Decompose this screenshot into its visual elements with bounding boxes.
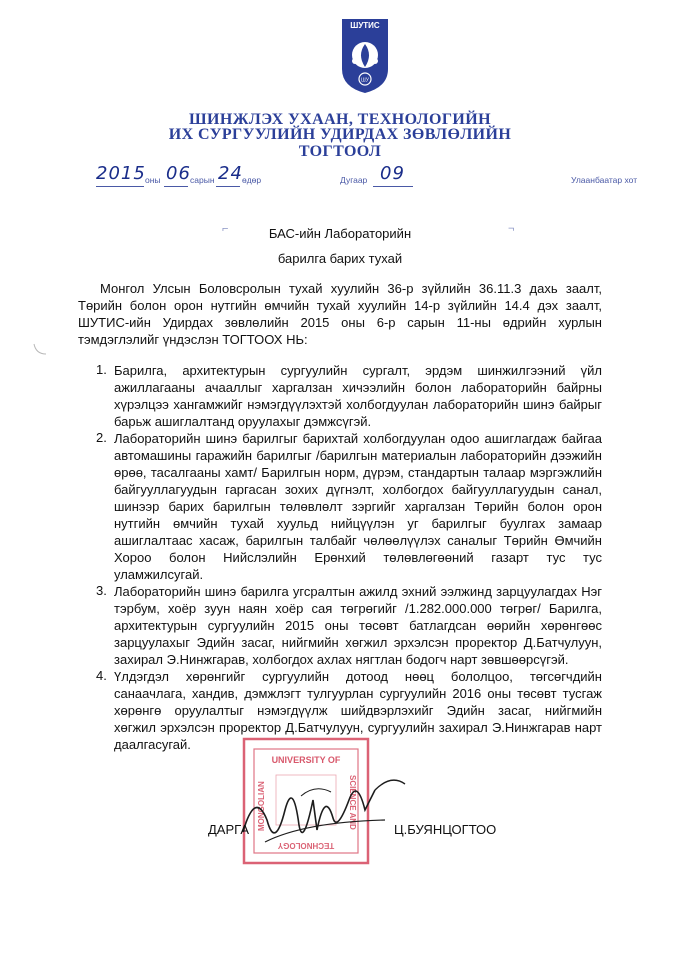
item-line: зарцуулахыг Эдийн засаг, нийгмийн хөгжил эрхэлсэн проректор Д.Батчулуун,	[114, 635, 602, 650]
item-number: 1.	[96, 362, 107, 377]
list-item	[78, 430, 602, 583]
item-line: захирал Э.Нинжгарав, холбогдох ахлах нягтлан бодогч нарт зөвшөөрсүгэй.	[114, 652, 569, 667]
year-suffix: оны	[145, 175, 161, 185]
title-line-1: БАС-ийн Лабораторийн	[268, 226, 412, 241]
item-line: Лабораторийн шинэ барилгыг барихтай холбогдуулан одоо ашиглагдаж байгаа	[114, 431, 602, 446]
header-line-1: ШИНЖЛЭХ УХААН, ТЕХНОЛОГИЙН	[189, 111, 491, 128]
meta-row	[0, 163, 680, 187]
item-line: өрөө, тасалгааны хамт/ Барилгын норм, дүрэм, стандартын талаар мэргэжлийн	[114, 465, 602, 480]
header-line-3: ТОГТООЛ	[298, 143, 382, 160]
item-line: Лабораторийн шинэ барилга угсралтын ажилд эхний ээлжинд зарцуулагдах Нэг	[114, 584, 602, 599]
stamp-top-text: UNIVERSITY OF	[271, 755, 341, 765]
resolution-items	[78, 362, 602, 753]
item-line: Барилга, архитектурын сургуулийн сургалт, эрдэм шинжилгээний үйл	[114, 363, 602, 378]
item-line: хүрэлцээ хангамжийг нэмэгдүүлэхтэй холбогдуулан лабораторийн шинэ байрыг	[114, 397, 602, 412]
item-line: нутгийн өмчийн тухай хуульд нийцүүлэн уг барилгыг буулгах замаар	[114, 516, 602, 531]
item-number: 4.	[96, 668, 107, 683]
header-line-2: ИХ СУРГУУЛИЙН УДИРДАХ ЗӨВЛӨЛИЙН	[168, 126, 512, 143]
item-line: Үлдэгдэл хөрөнгийг сургуулийн дотоод нөөц бололцоо, төгсөгчдийн	[114, 669, 602, 684]
date-day: 24	[218, 163, 243, 184]
item-line: ашиглалтаас хасаж, барилгын талбайг чөлөөлүүлэх саналыг Төрийн Өмчийн	[114, 533, 602, 548]
item-line: байгууллагуудын гаргасан зохих дүгнэлт, холбогдох байгууллагуудын санал,	[114, 482, 602, 497]
intro-line: тэмдэглэлийг үндэслэн ТОГТООХ НЬ:	[78, 332, 308, 347]
intro-line: Төрийн болон орон нутгийн өмчийн тухай хуулийн 14-р зүйлийн 14.4 дэх заалт,	[78, 298, 602, 313]
month-suffix: сарын	[190, 175, 215, 185]
item-line: архитектурын сургуулийн 2015 оны төсөвт батлагдсан өөрийн хөрөнгөөс	[114, 618, 602, 633]
document-number: 09	[380, 163, 405, 184]
intro-line: ШУТИС-ийн Удирдах зөвлөлийн 2015 оны 6-р сарын 11-ны өдрийн хурлын	[78, 315, 602, 330]
stamp-right-text: SCIENCE AND	[348, 775, 357, 830]
corner-mark-right: ¬	[508, 223, 515, 235]
city: Улаанбаатар хот	[571, 175, 638, 185]
item-line: барьж ашиглалтанд оруулахыг дэмжсүгэй.	[114, 414, 372, 429]
list-item	[78, 583, 602, 668]
item-line: хөгжил эрхэлсэн проректор Д.Батчулуун, сургуулийн захирал Э.Нинжгарав нарт	[114, 720, 602, 735]
logo-seal-text: ШУ	[361, 77, 369, 84]
date-year: 2015	[96, 163, 146, 184]
title-line-2: барилга барих тухай	[277, 251, 403, 266]
scan-mark	[30, 340, 50, 360]
logo-label: ШУТИС	[350, 21, 380, 30]
item-line: Хороо болон Нийслэлийн Ерөнхий төлөвлөгөөний газарт тус тус	[114, 550, 602, 565]
corner-mark-left: ⌐	[222, 223, 229, 235]
day-suffix: өдөр	[242, 175, 262, 185]
list-item	[78, 362, 602, 430]
stamp-left-text: MONGOLIAN	[257, 781, 266, 831]
signatory-role: ДАРГА	[208, 822, 249, 837]
item-line: шинээр барих барилгын төлөвлөлт зэргийг харгалзан Төрийн болон орон	[114, 499, 602, 514]
item-line: хөрөнгө оруулалтыг нэмэгдүүлж шийдвэрлэхийг Эдийн засаг, нийгмийн	[114, 703, 602, 718]
item-line: даалгасугай.	[114, 737, 191, 752]
item-line: уламжилсугай.	[114, 567, 204, 582]
number-label: Дугаар	[340, 175, 368, 185]
item-number: 2.	[96, 430, 107, 445]
handwritten-signature	[225, 770, 415, 865]
item-line: ажиллагааны ачааллыг харгалзан хичээлийн болон лабораторийн байрны	[114, 380, 602, 395]
item-line: санаачлага, хандив, дэмжлэгт тулгуурлан сургуулийн 2016 оны төсөвт тусгаж	[114, 686, 602, 701]
intro-paragraph	[78, 280, 602, 348]
date-month: 06	[166, 163, 191, 184]
item-line: тэрбум, хоёр зуун наян хоёр сая төгрөгийг /1.282.000.000 төгрөг/ Барилга,	[114, 601, 602, 616]
signatory-name: Ц.БУЯНЦОГТОО	[394, 822, 497, 837]
item-line: автомашины гаражийн барилгыг /барилгын материалын лабораторийн дээжийн	[114, 448, 602, 463]
university-logo	[340, 17, 390, 95]
intro-line: Монгол Улсын Боловсролын тухай хуулийн 36-р зүйлийн 36.11.3 дахь заалт,	[100, 281, 602, 296]
item-number: 3.	[96, 583, 107, 598]
stamp-bottom-text: TECHNOLOGY	[277, 841, 335, 850]
